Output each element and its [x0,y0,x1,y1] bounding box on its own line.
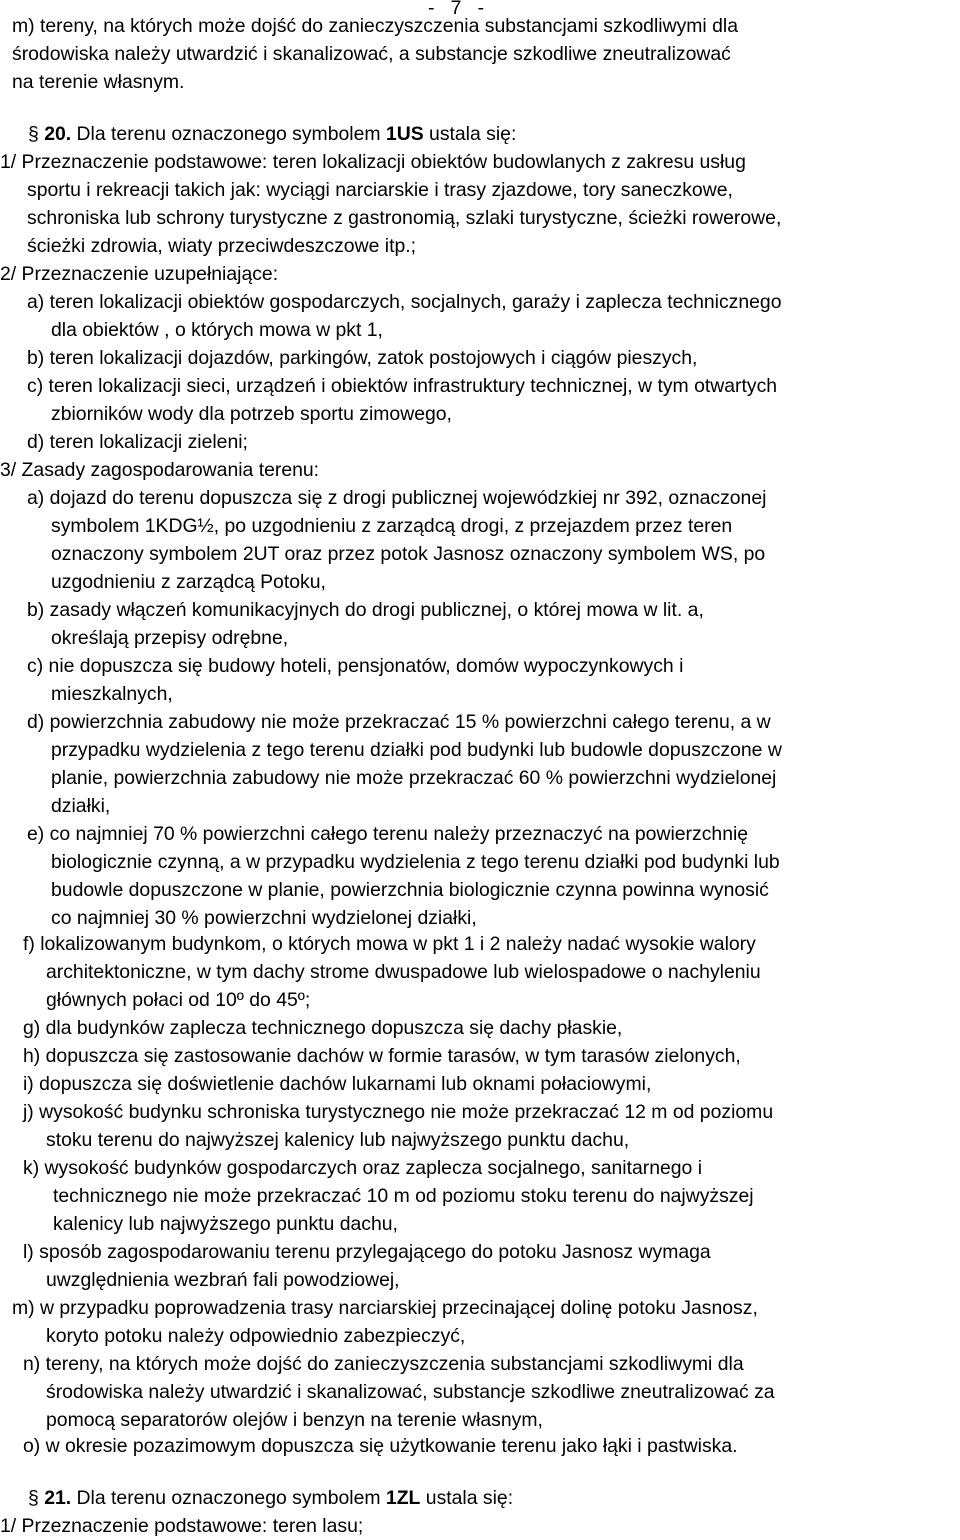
p2-a-line-2: dla obiektów , o których mowa w pkt 1, [51,319,383,341]
p2-a-line-1: a) teren lokalizacji obiektów gospodarczych, socjalnych, garaży i zaplecza technicznego [27,291,782,313]
section-number: 21. [44,1487,72,1509]
p3-k-line-3: kalenicy lub najwyższego punktu dachu, [53,1213,398,1235]
p3-d-line-4: działki, [51,795,111,817]
p3-f-line-1: f) lokalizowanym budynkom, o których mowa w pkt 1 i 2 należy nadać wysokie walory [23,933,756,955]
p3-a-line-3: oznaczony symbolem 2UT oraz przez potok Jasnosz oznaczony symbolem WS, po [51,543,766,565]
zone-symbol: 1US [385,123,424,145]
p2-heading: 2/ Przeznaczenie uzupełniające: [0,263,279,285]
p3-m-line-2: koryto potoku należy odpowiednio zabezpieczyć, [46,1325,466,1347]
prev-item-m-line-3: na terenie własnym. [12,71,185,93]
p3-j-line-1: j) wysokość budynku schroniska turystycznego nie może przekraczać 12 m od poziomu [23,1101,774,1123]
p3-a-line-4: uzgodnieniu z zarządcą Potoku, [51,571,326,593]
section-21-heading [28,1484,513,1512]
p3-i-line-1: i) dopuszcza się doświetlenie dachów lukarnami lub oknami połaciowymi, [23,1073,652,1095]
page-number: - 7 - [428,0,485,19]
p3-a-line-2: symbolem 1KDG½, po uzgodnieniu z zarządcą drogi, z przejazdem przez teren [51,515,733,537]
p3-d-line-2: przypadku wydzielenia z tego terenu działki pod budynki lub budowle dopuszczone w [51,739,782,761]
p3-g-line-1: g) dla budynków zaplecza technicznego dopuszcza się dachy płaskie, [23,1017,623,1039]
p3-e-line-2: biologicznie czynną, a w przypadku wydzielenia z tego terenu działki pod budynki lub [51,851,780,873]
p3-d-line-3: planie, powierzchnia zabudowy nie może przekraczać 60 % powierzchni wydzielonej [51,767,777,789]
p3-heading: 3/ Zasady zagospodarowania terenu: [0,459,320,481]
p2-b-line-1: b) teren lokalizacji dojazdów, parkingów, zatok postojowych i ciągów pieszych, [27,347,698,369]
p1-line-3: schroniska lub schrony turystyczne z gastronomią, szlaki turystyczne, ścieżki rowerowe, [27,207,782,229]
p3-h-line-1: h) dopuszcza się zastosowanie dachów w formie tarasów, w tym tarasów zielonych, [23,1045,741,1067]
p3-c-line-2: mieszkalnych, [51,683,173,705]
p3-e-line-1: e) co najmniej 70 % powierzchni całego terenu należy przeznaczyć na powierzchnię [27,823,749,845]
p3-a-line-1: a) dojazd do terenu dopuszcza się z drogi publicznej wojewódzkiej nr 392, oznaczonej [27,487,767,509]
p3-n-line-2: środowiska należy utwardzić i skanalizować, substancje szkodliwe zneutralizować za [46,1381,775,1403]
p3-c-line-1: c) nie dopuszcza się budowy hoteli, pensjonatów, domów wypoczynkowych i [27,655,684,677]
p3-b-line-2: określają przepisy odrębne, [51,627,289,649]
p3-m-line-1: m) w przypadku poprowadzenia trasy narciarskiej przecinającej dolinę potoku Jasnosz, [12,1297,758,1319]
p1-line-1: 1/ Przeznaczenie podstawowe: teren lokalizacji obiektów budowlanych z zakresu usług [0,151,746,173]
paragraph-mark: § [28,1487,39,1509]
section-intro: Dla terenu oznaczonego symbolem [76,1487,381,1509]
p3-k-line-2: technicznego nie może przekraczać 10 m od poziomu stoku terenu do najwyższej [53,1185,754,1207]
p3-n-line-1: n) tereny, na których może dojść do zanieczyszczenia substancjami szkodliwymi dla [23,1353,744,1375]
p3-l-line-2: uwzględnienia wezbrań fali powodziowej, [46,1269,400,1291]
p3-k-line-1: k) wysokość budynków gospodarczych oraz zaplecza socjalnego, sanitarnego i [23,1157,703,1179]
p3-b-line-1: b) zasady włączeń komunikacyjnych do drogi publicznej, o której mowa w lit. a, [27,599,704,621]
prev-item-m-line-1: m) tereny, na których może dojść do zanieczyszczenia substancjami szkodliwymi dla [12,15,738,37]
p2-c-line-1: c) teren lokalizacji sieci, urządzeń i obiektów infrastruktury technicznej, w tym otwartych [27,375,778,397]
p2-c-line-2: zbiorników wody dla potrzeb sportu zimowego, [51,403,452,425]
section-20-heading [28,120,516,148]
p1-line-4: ścieżki zdrowia, wiaty przeciwdeszczowe itp.; [27,235,417,257]
p3-o-line-1: o) w okresie pozazimowym dopuszcza się użytkowanie terenu jako łąki i pastwiska. [23,1435,738,1457]
zone-symbol: 1ZL [385,1487,421,1509]
p3-e-line-4: co najmniej 30 % powierzchni wydzielonej działki, [51,907,477,929]
p3-e-line-3: budowle dopuszczone w planie, powierzchnia biologicznie czynna powinna wynosić [51,879,769,901]
p2-d-line-1: d) teren lokalizacji zieleni; [27,431,248,453]
section-number: 20. [44,123,72,145]
paragraph-mark: § [28,123,39,145]
section-intro-end: ustala się: [425,1487,514,1509]
s21-p1-line-1: 1/ Przeznaczenie podstawowe: teren lasu; [0,1515,364,1537]
section-intro: Dla terenu oznaczonego symbolem [76,123,381,145]
p3-l-line-1: l) sposób zagospodarowaniu terenu przylegającego do potoku Jasnosz wymaga [23,1241,711,1263]
p3-d-line-1: d) powierzchnia zabudowy nie może przekraczać 15 % powierzchni całego terenu, a w [27,711,771,733]
p3-f-line-2: architektoniczne, w tym dachy strome dwuspadowe lub wielospadowe o nachyleniu [46,961,761,983]
p1-line-2: sportu i rekreacji takich jak: wyciągi narciarskie i trasy zjazdowe, tory saneczkowe, [27,179,733,201]
prev-item-m-line-2: środowiska należy utwardzić i skanalizować, a substancje szkodliwe zneutralizować [12,43,731,65]
p3-n-line-3: pomocą separatorów olejów i benzyn na terenie własnym, [46,1409,543,1431]
p3-f-line-3: głównych połaci od 10º do 45º; [46,989,311,1011]
p3-j-line-2: stoku terenu do najwyższej kalenicy lub najwyższego punktu dachu, [46,1129,630,1151]
section-intro-end: ustala się: [429,123,517,145]
